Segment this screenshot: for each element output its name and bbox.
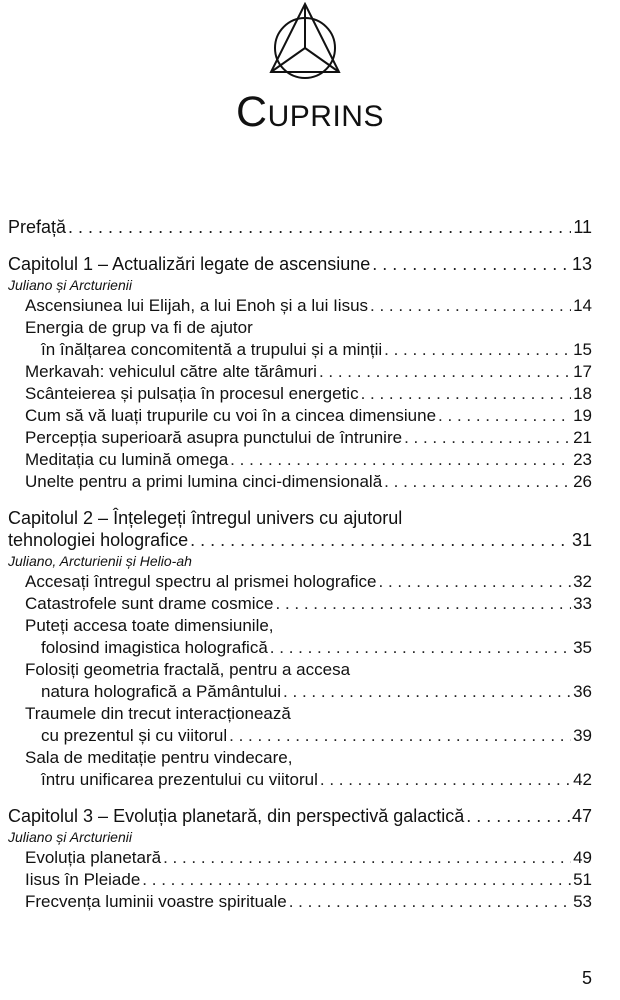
entry-title-line: Sala de meditație pentru vindecare,	[25, 748, 293, 767]
toc-chapter-1[interactable]	[8, 253, 592, 275]
entry-title-line: Puteți accesa toate dimensiunile,	[25, 616, 274, 635]
page-number: 39	[573, 726, 592, 745]
page-number: 49	[573, 848, 592, 867]
chapter-title: tehnologiei holografice	[8, 530, 189, 550]
entry-title: Ascensiunea lui Elijah, a lui Enoh și a lui Iisus	[25, 296, 369, 315]
chapter-authors: Juliano și Arcturienii	[8, 277, 132, 293]
chapter-authors: Juliano și Arcturienii	[8, 829, 132, 845]
page-number: 51	[573, 870, 592, 889]
entry-title: Accesați întregul spectru al prismei holografice	[25, 572, 377, 591]
entry-title-line: Traumele din trecut interacționează	[25, 704, 291, 723]
dot-leader	[379, 571, 572, 593]
entry-title: Iisus în Pleiade	[25, 870, 141, 889]
entry-title: Cum să vă luați trupurile cu voi în a cincea dimensiune	[25, 406, 437, 425]
toc-entry[interactable]	[8, 681, 592, 703]
page-title: Cuprins	[236, 88, 384, 136]
dot-leader	[404, 427, 571, 449]
entry-title: în înălțarea concomitentă a trupului și a minții	[41, 340, 383, 359]
entry-title: întru unificarea prezentului cu viitorul	[41, 770, 318, 789]
toc-chapter-3[interactable]	[8, 805, 592, 827]
entry-title-line: Energia de grup va fi de ajutor	[25, 318, 253, 337]
toc-entry[interactable]	[8, 593, 592, 615]
page-number: 31	[571, 530, 592, 550]
page-number: 13	[571, 254, 592, 274]
page-number: 26	[573, 472, 592, 491]
toc-entry[interactable]	[8, 339, 592, 361]
toc-entry[interactable]	[8, 295, 592, 317]
dot-leader	[276, 593, 572, 615]
entry-title: folosind imagistica holografică	[41, 638, 268, 657]
page-number-footer: 5	[581, 968, 592, 988]
chapter-title: Capitolul 1 – Actualizări legate de ascensiune	[8, 254, 371, 274]
toc-entry[interactable]	[8, 769, 592, 791]
dot-leader	[229, 725, 571, 747]
toc-entry[interactable]	[8, 449, 592, 471]
toc-entry[interactable]	[8, 361, 592, 383]
dot-leader	[384, 339, 571, 361]
entry-title: Unelte pentru a primi lumina cinci-dimensională	[25, 472, 383, 491]
dot-leader	[370, 295, 571, 317]
dot-leader	[438, 405, 571, 427]
page-number: 35	[573, 638, 592, 657]
toc-chapter-2[interactable]	[8, 529, 592, 551]
toc-entry[interactable]	[8, 471, 592, 493]
page-number: 33	[573, 594, 592, 613]
chapter-title: Capitolul 3 – Evoluția planetară, din perspectivă galactică	[8, 806, 465, 826]
dot-leader	[320, 769, 571, 791]
entry-title: Meditația cu lumină omega	[25, 450, 229, 469]
dot-leader	[372, 253, 570, 275]
toc-entry[interactable]	[8, 869, 592, 891]
dot-leader	[289, 891, 571, 913]
toc-entry[interactable]	[8, 725, 592, 747]
toc-entry[interactable]	[8, 571, 592, 593]
page-number: 19	[573, 406, 592, 425]
table-of-contents	[8, 216, 592, 913]
dot-leader	[230, 449, 571, 471]
chapter-title-line: Capitolul 2 – Înțelegeți întregul univers cu ajutorul	[8, 508, 403, 528]
toc-entry[interactable]	[8, 847, 592, 869]
toc-entry[interactable]	[8, 891, 592, 913]
dot-leader	[319, 361, 571, 383]
entry-title: Merkavah: vehiculul către alte tărâmuri	[25, 362, 317, 381]
entry-title: natura holografică a Pământului	[41, 682, 282, 701]
page-number: 18	[573, 384, 592, 403]
entry-title-line: Folosiți geometria fractală, pentru a accesa	[25, 660, 351, 679]
dot-leader	[361, 383, 571, 405]
page-number: 23	[573, 450, 592, 469]
page-number: 11	[573, 217, 592, 237]
entry-title: Scânteierea și pulsația în procesul energetic	[25, 384, 359, 403]
page-number: 53	[573, 892, 592, 911]
page-number: 32	[573, 572, 592, 591]
page-number: 15	[573, 340, 592, 359]
page-number: 47	[571, 806, 592, 826]
entry-title: Frecvența luminii voastre spirituale	[25, 892, 287, 911]
chapter-authors: Juliano, Arcturienii și Helio-ah	[8, 553, 192, 569]
page-number: 14	[573, 296, 592, 315]
page-number: 36	[573, 682, 592, 701]
toc-entry[interactable]	[8, 637, 592, 659]
dot-leader	[270, 637, 571, 659]
entry-title: Prefață	[8, 217, 67, 237]
triangle-circle-logo	[268, 2, 342, 80]
dot-leader	[466, 805, 570, 827]
dot-leader	[190, 529, 570, 551]
entry-title: Evoluția planetară	[25, 848, 162, 867]
toc-entry[interactable]	[8, 405, 592, 427]
entry-title: Catastrofele sunt drame cosmice	[25, 594, 274, 613]
entry-title: Percepția superioară asupra punctului de întrunire	[25, 428, 403, 447]
toc-entry[interactable]	[8, 427, 592, 449]
dot-leader	[163, 847, 571, 869]
page-number: 17	[573, 362, 592, 381]
dot-leader	[68, 216, 571, 238]
dot-leader	[283, 681, 571, 703]
toc-entry[interactable]	[8, 383, 592, 405]
toc-entry-preface[interactable]	[8, 216, 592, 238]
page-number: 42	[573, 770, 592, 789]
entry-title: cu prezentul și cu viitorul	[41, 726, 228, 745]
page-number: 21	[573, 428, 592, 447]
dot-leader	[142, 869, 571, 891]
dot-leader	[384, 471, 571, 493]
